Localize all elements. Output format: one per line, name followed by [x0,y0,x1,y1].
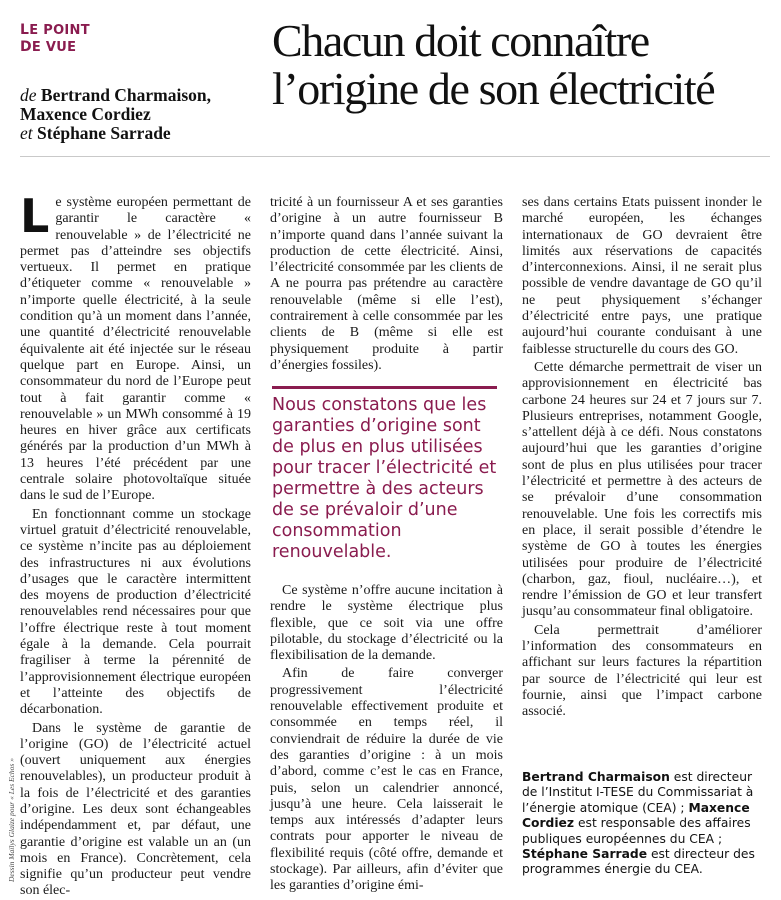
paragraph [20,189,251,505]
author-bio [522,770,767,878]
author-name: Maxence Cordiez [20,104,151,124]
paragraph-text: e système européen permettant de garantir le caractère « renouvelable » de l’électricité ne permet pas d’atteindre ses objectifs vertueux. Il permet en pratique d’étiqueter comme « renouvelable » n’importe quelle électricité, à la seule condition qu’à un moment dans l’année, une quantité d’électricité renouvelable équivalente ait été injectée sur le réseau quelque part en Europe. Ainsi, un consommateur du nord de l’Europe peut tout à fait garantir comme « renouvelable » un MWh consommé à 19 heures en hiver grâce aux certificats générés par la production d’un MWh à 13 heures l’été précédent par une centrale solaire photovoltaïque située dans le sud de l’Europe. [20,195,251,504]
headline-line-2: l’origine de son électricité [272,63,715,114]
paragraph: Ce système n’offre aucune incitation à rendre le système électrique plus flexible, que ce soit via une offre pilotable, du stockage d’électricité ou la flexibilisation de la demande. [270,583,503,664]
paragraph: ses dans certains Etats puissent inonder le marché européen, les échanges internationaux de GO devraient être limités aux réservations de capacités d’interconnexions. Ainsi, il ne serait plus possible de vendre davantage de GO qu’il ne peut physiquement s’échanger d’électricité entre pays, une pratique aujourd’hui courante conduisant à une faiblesse structurelle du cours des GO. [522,195,762,357]
paragraph: En fonctionnant comme un stockage virtuel gratuit d’électricité renouvelable, ce système n’incite pas au déploiement des infrastructures ni aux évolutions d’usages que le caractère intermittent des moyens de production d’électricité renouvelables rend nécessaires pour que l’offre électrique reste à tout moment égale à la demande. Cela pourrait fragiliser à terme la pérennité de l’approvisionnement électrique européen et l’atteinte des objectifs de décarbonation. [20,506,251,718]
bio-text: est directeur de l’Institut I-TESE du Commissariat à l’énergie atomique (CEA) ; [522,770,754,815]
paragraph: tricité à un fournisseur A et ses garanties d’origine à un autre fournisseur B n’importe quand dans l’année suivant la production de cette électricité. Ainsi, l’électricité consommée par les clients de A ne pourra pas prétendre au caractère renouvelable (même si elle l’est), contrairement à celle consommée par les clients de B (même si elle est physiquement produite à partir d’énergies fossiles). [270,195,503,373]
author-name: Bertrand Charmaison, [40,85,212,105]
pull-quote: Nous constatons que les garanties d’origine sont de plus en plus utilisées pour tracer l’électricité et permettre à des acteurs de se prévaloir d’une consommation renouvelable. [272,386,497,563]
headline-line-1: Chacun doit connaître [272,15,649,66]
byline-de: de [20,85,37,105]
kicker-line-2 [20,39,150,56]
column-2-continued [270,583,503,895]
paragraph: Cette démarche permettrait de viser un approvisionnement en électricité bas carbone 24 heures sur 24 et 7 jours sur 7. Plusieurs entreprises, notamment Google, s’attellent déjà à ce défi. Nous constatons aujourd’hui que les garanties d’origine sont de plus en plus utilisées pour tracer l’électricité et permettre à des acteurs de se prévaloir d’une consommation renouvelable. Une fois les correctifs mis en place, il serait possible d’étendre le système de GO à toutes les énergies utilisées pour produire de l’électricité (charbon, gaz, fioul, nucléaire…), et rendre l’émission de GO et leur transfert jusqu’au consommateur final obligatoire. [522,359,762,620]
author-name: Stéphane Sarrade [37,123,171,143]
kicker-line-1 [20,22,150,39]
bio-name: Maxence Cordiez [522,800,750,831]
column-3 [522,195,762,721]
paragraph: Dans le système de garantie de l’origine (GO) de l’électricité actuel (ouvert uniquement aux énergies renouvelables), un producteur produit à la fois de l’électricité et des garanties d’origine. Les deux sont échangeables indépendamment et, par défaut, une garantie d’origine est valable un an (un mois en France). Concrètement, cela signifie qu’un producteur peut vendre son élec- [20,720,251,899]
bio-name: Stéphane Sarrade [522,847,648,862]
byline [20,86,260,143]
kicker-cap: L [20,22,30,38]
paragraph: Cela permettrait d’améliorer l’information des consommateurs en affichant sur leurs factures la répartition par source de l’électricité qui leur est fournie, ainsi que l’impact carbone associé. [522,622,762,720]
paragraph: Afin de faire converger progressivement l’électricité renouvelable effectivement produite et consommée en temps réel, il conviendrait de réduire la durée de vie des garanties d’origine : à un mois d’abord, comme c’est le cas en France, puis, selon un calendrier annoncé, jusqu’à une heure. Cela laisserait le temps aux intéressés d’adapter leurs contrats pour apporter le niveau de flexibilité requis (côté offre, demande et stockage). Par ailleurs, afin d’éviter que les garanties d’origine émi- [270,666,503,894]
kicker-cap: D [20,39,32,55]
headline [272,17,772,113]
bio-name: Bertrand Charmaison [522,770,670,784]
credit-text: Dessin Maïlys Glaize pour « Les Echos » [7,758,16,882]
illustration-credit [7,682,19,882]
section-kicker [20,22,150,56]
kicker-text: E VUE [31,40,77,55]
bio-text: est directeur des programmes énergie du CEA. [522,847,755,877]
drop-cap: L [20,189,50,243]
column-2 [270,195,503,374]
bio-text: est responsable des affaires publiques européennes du CEA ; [522,816,751,846]
byline-et: et [20,123,33,143]
header-divider [20,156,770,157]
kicker-text: E POINT [29,23,90,38]
column-1 [20,189,251,900]
